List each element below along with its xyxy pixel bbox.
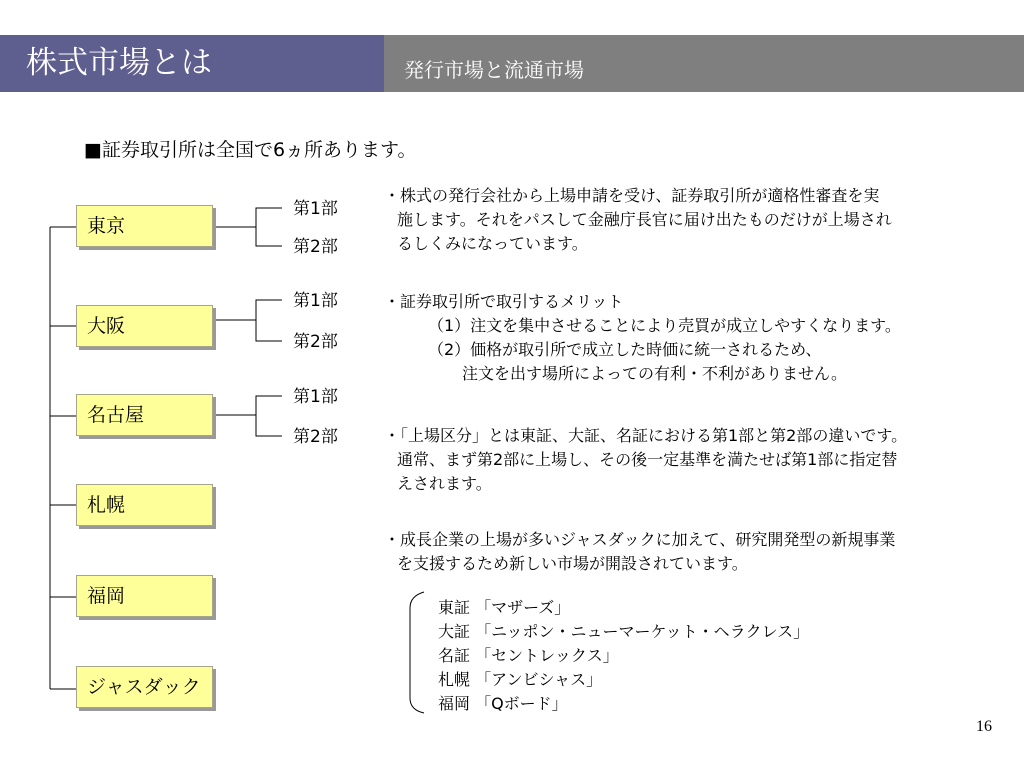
division-paragraph bbox=[384, 424, 1004, 496]
merit-line: ・証券取引所で取引するメリット bbox=[384, 292, 624, 311]
listing-line: 施します。それをパスして金融庁長官に届け出たものだけが上場され bbox=[397, 210, 892, 229]
listing-line: るしくみになっています。 bbox=[397, 234, 588, 253]
tokyo-section-1: 第1部 bbox=[293, 199, 338, 219]
osaka-section-1: 第1部 bbox=[293, 291, 338, 311]
exchange-box-fukuoka: 福岡 bbox=[76, 575, 213, 617]
section-heading: ■証券取引所は全国で6ヵ所あります。 bbox=[84, 139, 417, 161]
division-line: えされます。 bbox=[397, 474, 492, 493]
nagoya-section-2: 第2部 bbox=[293, 427, 338, 447]
page-subtitle: 発行市場と流通市場 bbox=[404, 58, 584, 82]
listing-paragraph bbox=[384, 184, 1004, 256]
nagoya-section-bracket bbox=[256, 396, 282, 436]
osaka-section-bracket bbox=[256, 300, 282, 341]
nagoya-section-1: 第1部 bbox=[293, 387, 338, 407]
merit-line: （1）注文を集中させることにより売買が成立しやすくなります。 bbox=[428, 316, 901, 335]
growth-line: を支援するため新しい市場が開設されています。 bbox=[397, 554, 748, 573]
exchange-box-sapporo: 札幌 bbox=[76, 484, 213, 526]
merit-line: （2）価格が取引所で成立した時価に統一されるため、 bbox=[428, 340, 822, 359]
emerging-markets-list bbox=[438, 596, 809, 716]
tokyo-section-bracket bbox=[256, 208, 282, 246]
page-number: 16 bbox=[976, 718, 992, 735]
osaka-section-2: 第2部 bbox=[293, 332, 338, 352]
market-item: 大証 「ニッポン・ニューマーケット・ヘラクレス」 bbox=[438, 622, 810, 641]
market-item: 札幌 「アンビシャス」 bbox=[438, 670, 603, 689]
exchange-box-nagoya: 名古屋 bbox=[76, 394, 213, 436]
market-item: 東証 「マザーズ」 bbox=[438, 598, 571, 617]
market-item: 名証 「セントレックス」 bbox=[438, 646, 619, 665]
merit-paragraph bbox=[384, 290, 1004, 386]
division-line: ・「上場区分」とは東証、大証、名証における第1部と第2部の違いです。 bbox=[384, 426, 908, 445]
exchange-box-jasdaq: ジャスダック bbox=[76, 666, 213, 708]
listing-line: ・株式の発行会社から上場申請を受け、証券取引所が適格性審査を実 bbox=[384, 186, 880, 205]
tokyo-section-2: 第2部 bbox=[293, 237, 338, 257]
merit-line: 注文を出す場所によっての有利・不利がありません。 bbox=[462, 364, 847, 383]
page-title: 株式市場とは bbox=[26, 45, 212, 81]
division-line: 通常、まず第2部に上場し、その後一定基準を満たせば第1部に指定替 bbox=[397, 450, 898, 469]
market-list-bracket bbox=[410, 592, 424, 713]
market-item: 福岡 「Qボード」 bbox=[438, 694, 568, 713]
growth-line: ・成長企業の上場が多いジャスダックに加えて、研究開発型の新規事業 bbox=[384, 530, 896, 549]
exchange-box-tokyo: 東京 bbox=[76, 205, 213, 247]
exchange-box-osaka: 大阪 bbox=[76, 305, 213, 347]
growth-paragraph bbox=[384, 528, 1004, 576]
